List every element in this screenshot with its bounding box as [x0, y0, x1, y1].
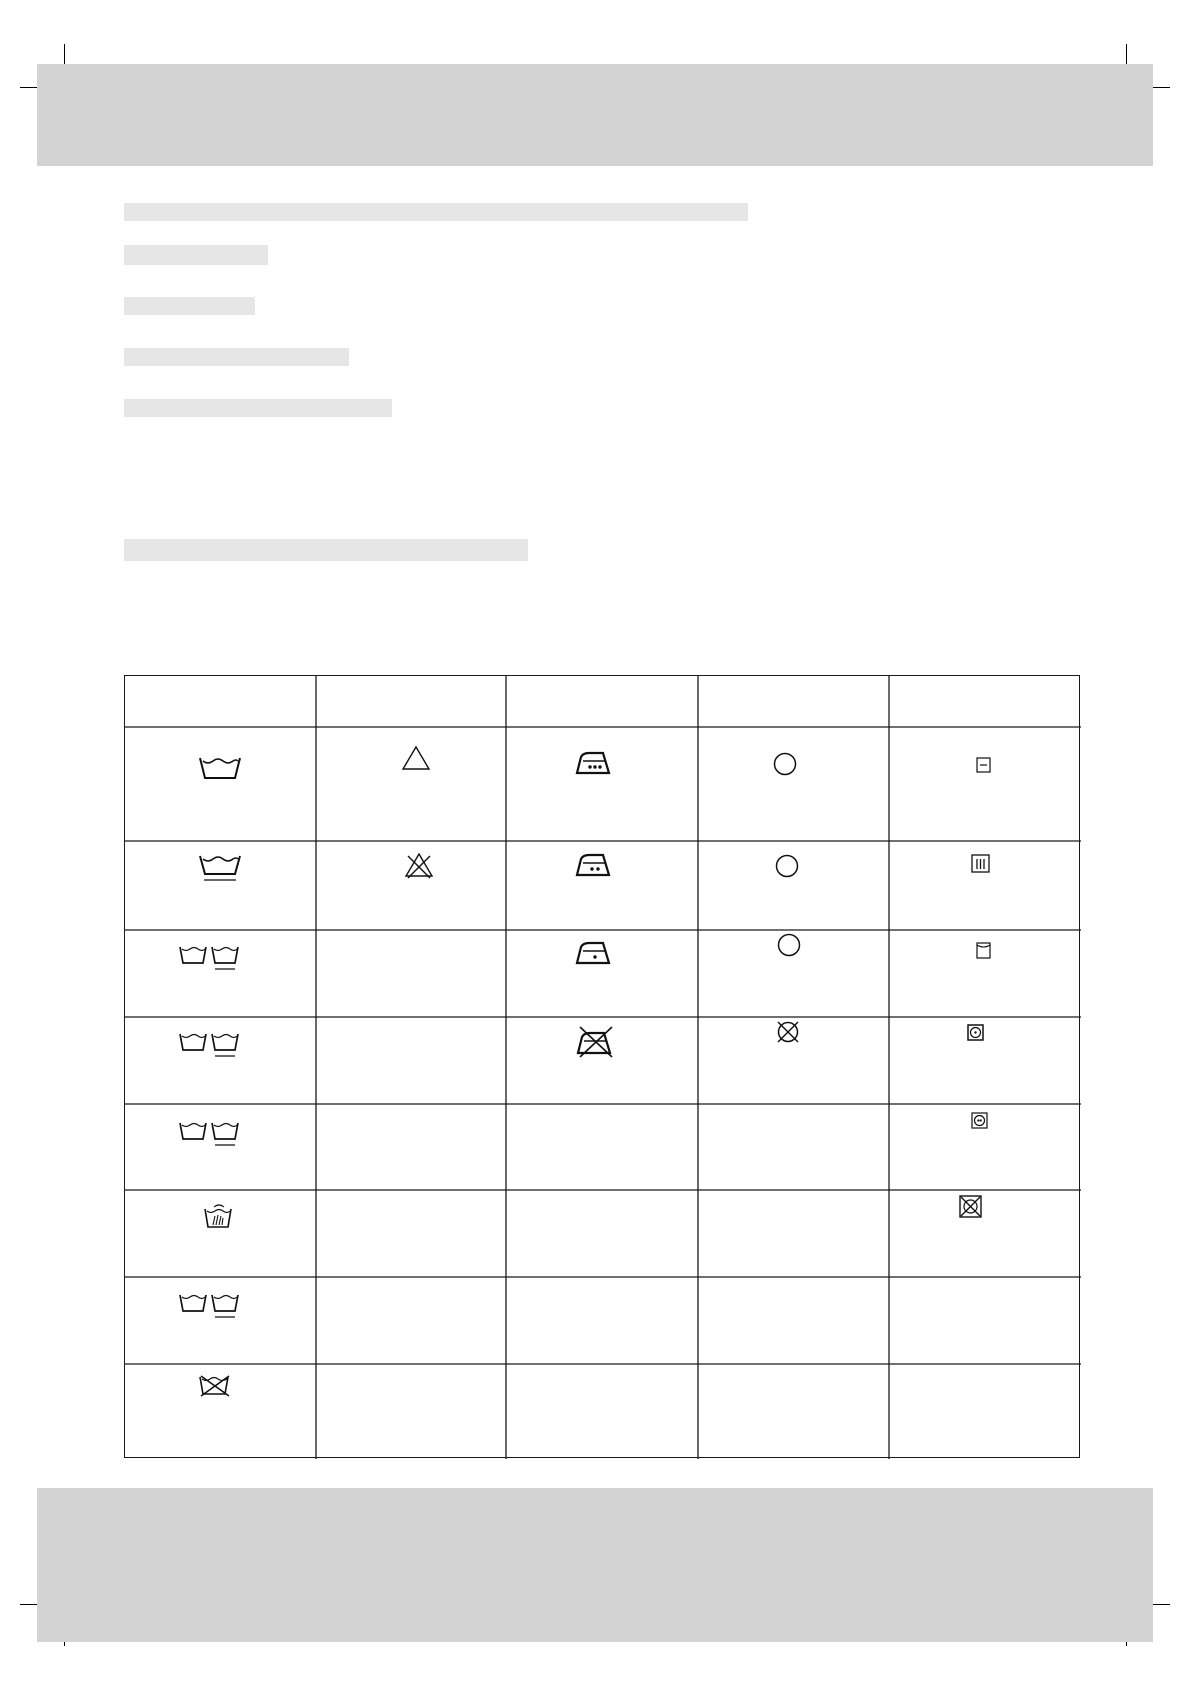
redacted-line [124, 348, 349, 366]
wash-basin-underline-icon [199, 854, 241, 884]
redacted-line [124, 297, 255, 315]
crop-mark [1126, 44, 1127, 64]
redacted-line [124, 245, 268, 265]
wash-basin-icon [199, 756, 241, 780]
dry-clean-circle-icon [774, 853, 800, 879]
wash-basin-pair-icon [179, 1293, 241, 1323]
redacted-line [124, 399, 392, 417]
redacted-heading [124, 203, 748, 221]
line-dry-square-icon [976, 942, 992, 960]
drip-dry-square-icon [971, 854, 991, 874]
redacted-subheading [124, 539, 528, 561]
header-band [37, 64, 1153, 166]
table-grid [125, 676, 1081, 1459]
do-not-dry-clean-icon [775, 1019, 801, 1045]
hand-wash-icon [204, 1203, 234, 1231]
footer-band [37, 1488, 1153, 1642]
crop-mark [64, 44, 65, 64]
wash-basin-pair-icon [179, 1121, 241, 1151]
iron-two-dots-icon [573, 853, 613, 879]
do-not-tumble-dry-icon [959, 1195, 983, 1219]
bleach-triangle-icon [401, 745, 431, 771]
crop-mark [1150, 1604, 1170, 1605]
dry-clean-circle-icon [776, 932, 802, 958]
care-symbols-table [124, 675, 1080, 1458]
no-bleach-icon [403, 851, 435, 879]
wash-basin-pair-icon [179, 945, 241, 975]
tumble-dry-normal-icon [971, 1112, 989, 1130]
tumble-dry-low-icon [967, 1024, 985, 1042]
iron-three-dots-icon [573, 751, 613, 777]
do-not-wash-icon [199, 1375, 231, 1397]
do-not-iron-icon [574, 1025, 616, 1059]
iron-one-dot-icon [573, 941, 613, 967]
crop-mark [1150, 87, 1170, 88]
dry-flat-square-icon [976, 757, 992, 773]
wash-basin-pair-icon [179, 1032, 241, 1062]
dry-clean-circle-icon [772, 751, 798, 777]
